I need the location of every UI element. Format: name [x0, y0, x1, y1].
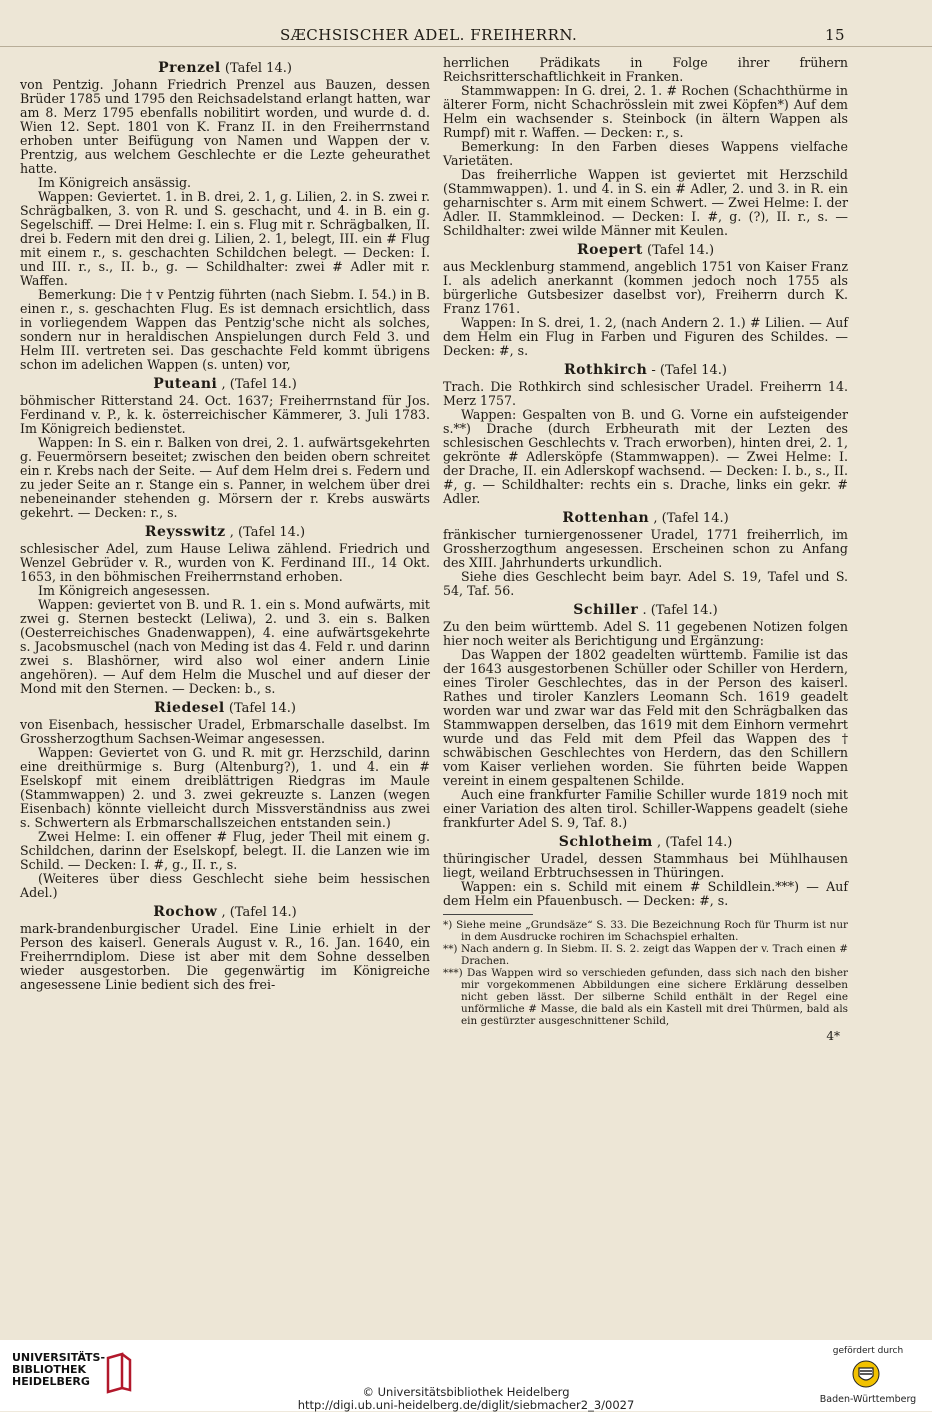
- entry-heading: [443, 243, 848, 258]
- page-number: 15: [825, 26, 846, 44]
- tafel-reference: (Tafel 14.): [224, 61, 292, 76]
- header-rule: [0, 46, 932, 47]
- tafel-reference: (Tafel 14.): [228, 701, 296, 716]
- footnote: *) Siehe meine „Grundsäze“ S. 33. Die Bezeichnung Roch für Thurm ist nur in dem Ausdrucke rochiren im Schachspiel erhalten.: [443, 919, 848, 943]
- entry-paragraph: Wappen: In S. ein r. Balken von drei, 2. 1. aufwärtsgekehrten g. Feuermörsern beseitet; zwischen den beiden obern schreitet ein r. Krebs nach der Seite. — Auf dem Helm drei s. Federn und zu jeder Seite an r. Stange ein s. Panner, in welchem über drei nebeneinander stehenden g. Mörsern der r. Krebs auswärts gekehrt. — Decken: r., s.: [20, 435, 430, 520]
- tafel-reference: , (Tafel 14.): [229, 525, 306, 540]
- entry-paragraph: fränkischer turniergenossener Uradel, 1771 freiherrlich, im Grossherzogthum angesessen. Erscheinen schon zu Anfang des XIII. Jahrhunderts urkundlich.: [443, 527, 848, 570]
- entry-paragraph: Wappen: Gespalten von B. und G. Vorne ein aufsteigender s.**) Drache (durch Erbheurath mit der Lezten des schlesischen Geschlechts v. Trach erworben), hinten drei, 2. 1, gekrönte # Adlersköpfe (Stammwappen). — Zwei Helme: I. der Drache, II. ein Adlerskopf wachsend. — Decken: I. b., s., II. #, g. — Schildhalter: rechts ein s. Drache, links ein gekr. # Adler.: [443, 407, 848, 506]
- footnote-rule: [443, 914, 533, 915]
- entry-paragraph: Wappen: Geviertet von G. und R. mit gr. Herzschild, darinn eine dreithürmige s. Burg (Altenburg?), 1. und 4. ein # Eselskopf mit einem dreiblättrigen Riedgras im Maule (Stammwappen) 2. und 3. zwei gekreuzte s. Lanzen (wegen Eisenbach) könnte vielleicht durch Missverständniss aus zwei s. Schwertern als Erbmarschallszeichen entstanden sein.): [20, 745, 430, 830]
- entry-paragraph: Das Wappen der 1802 geadelten württemb. Familie ist das der 1643 ausgestorbenen Schüller oder Schiller von Herdern, eines Tiroler Geschlechtes, das in der Person des kaiserl. Rathes und tiroler Kanzlers Leomann Sch. 1619 geadelt worden war und zwar war das Feld mit den Schrägbalken das Stammwappen derselben, das 1619 mit dem Einhorn vermehrt wurde und das Feld mit dem Pfeil das Wappen des † schwäbischen Geschlechtes von Herdern, das den Schillern vom Kaiser verliehen worden. Sie führten beide Wappen vereint in einem gespaltenen Schilde.: [443, 647, 848, 788]
- tafel-reference: , (Tafel 14.): [657, 835, 733, 850]
- entry-heading: [443, 363, 848, 378]
- tafel-reference: , (Tafel 14.): [221, 377, 297, 392]
- entry-heading: [20, 701, 430, 716]
- entry-paragraph: von Eisenbach, hessischer Uradel, Erbmarschalle daselbst. Im Grossherzogthum Sachsen-Weimar angesessen.: [20, 717, 430, 746]
- family-name: Puteani: [153, 376, 218, 392]
- entry-paragraph: (Weiteres über diess Geschlecht siehe beim hessischen Adel.): [20, 871, 430, 900]
- tafel-reference: . (Tafel 14.): [642, 603, 718, 618]
- signature-mark: 4*: [826, 1029, 840, 1043]
- entry-paragraph: schlesischer Adel, zum Hause Leliwa zählend. Friedrich und Wenzel Gebrüder v. R., wurden von K. Ferdinand III., 14 Okt. 1653, in den böhmischen Freiherrnstand erhoben.: [20, 541, 430, 584]
- entry-heading: [443, 603, 848, 618]
- entry-heading: [20, 61, 430, 76]
- footnote: ***) Das Wappen wird so verschieden gefunden, dass sich nach den bisher mir vorgekommenen Abbildungen eine sichere Erklärung desselben nicht geben lässt. Der silberne Schild enthält in der Regel eine unförmliche # Masse, die bald als ein Kastell mit drei Thürmen, bald als ein gestürzter ausgeschnittener Schild,: [443, 967, 848, 1027]
- tafel-reference: - (Tafel 14.): [651, 363, 727, 378]
- entry-paragraph: Bemerkung: Die † v Pentzig führten (nach Siebm. I. 54.) in B. einen r., s. geschachten Flug. Es ist demnach ersichtlich, dass in vorliegendem Wappen das Pentzig'sche nicht als solches, sondern nur in heraldischen Anspielungen durch Feld 3. und Helm III. vertreten sei. Das geschachte Feld kommt übrigens schon im adelichen Wappen (s. unten) vor,: [20, 287, 430, 372]
- family-name: Riedesel: [154, 700, 225, 716]
- family-name: Schiller: [573, 602, 639, 618]
- entry-paragraph: aus Mecklenburg stammend, angeblich 1751 von Kaiser Franz I. als adelich anerkannt (kommen jedoch noch 1755 als bürgerliche Gutsbesizer daselbst vor), Freiherrn durch K. Franz 1761.: [443, 259, 848, 316]
- tafel-reference: , (Tafel 14.): [653, 511, 729, 526]
- entry-heading: [20, 905, 430, 920]
- family-name: Rottenhan: [562, 510, 650, 526]
- entry-paragraph: Im Königreich angesessen.: [38, 583, 210, 598]
- entry-paragraph: Bemerkung: In den Farben dieses Wappens vielfache Varietäten.: [443, 139, 848, 168]
- entry-paragraph: Stammwappen: In G. drei, 2. 1. # Rochen (Schachthürme in älterer Form, nicht Schachrösslein mit zwei Köpfen*) Auf dem Helm ein wachsender s. Steinbock (in ältern Wappen als Rumpf) mit r. Waffen. — Decken: r., s.: [443, 83, 848, 140]
- entry-heading: [20, 525, 430, 540]
- state-crest-icon: [852, 1360, 880, 1388]
- entry-heading: [443, 835, 848, 850]
- entry-paragraph: Zwei Helme: I. ein offener # Flug, jeder Theil mit einem g. Schildchen, darinn der Eselskopf, belegt. II. die Lanzen wie im Schild. — Decken: I. #, g., II. r., s.: [20, 829, 430, 872]
- entry-heading: [20, 377, 430, 392]
- footnote: **) Nach andern g. In Siebm. II. S. 2. zeigt das Wappen der v. Trach einen # Drachen.: [443, 943, 848, 967]
- entry-paragraph: Wappen: Geviertet. 1. in B. drei, 2. 1, g. Lilien, 2. in S. zwei r. Schrägbalken, 3. von R. und S. geschacht, und 4. in B. ein g. Segelschiff. — Drei Helme: I. ein s. Flug mit r. Schrägbalken, II. drei b. Federn mit den drei g. Lilien, 2. 1, belegt, III. ein # Flug mit einem r., s. geschachten Schildchen belegt. — Decken: I. und III. r., s., II. b., g. — Schildhalter: zwei # Adler mit r. Waffen.: [20, 189, 430, 288]
- source-url[interactable]: http://digi.ub.uni-heidelberg.de/diglit/siebmacher2_3/0027: [297, 1398, 635, 1412]
- running-title: SÆCHSISCHER ADEL. FREIHERRN.: [280, 26, 578, 44]
- entry-paragraph: Wappen: ein s. Schild mit einem # Schildlein.***) — Auf dem Helm ein Pfauenbusch. — Decken: #, s.: [443, 879, 848, 908]
- entry-paragraph: böhmischer Ritterstand 24. Oct. 1637; Freiherrnstand für Jos. Ferdinand v. P., k. k. österreichischer Kämmerer, 3. Juli 1783. Im Königreich bedienstet.: [20, 393, 430, 436]
- entry-paragraph: von Pentzig. Johann Friedrich Prenzel aus Bauzen, dessen Brüder 1785 und 1795 den Reichsadelstand erlangt hatten, war am 8. Merz 1795 ebenfalls nobilitirt worden, und wurde d. d. Wien 12. Sept. 1801 von K. Franz II. in den Freiherrnstand erhoben unter Beifügung von Namen und Wappen der v. Prentzig, aus welchem Geschlechte er die Lezte geheurathet hatte.: [20, 77, 430, 176]
- entry-heading: [443, 511, 848, 526]
- entry-paragraph: thüringischer Uradel, dessen Stammhaus bei Mühlhausen liegt, weiland Erbtruchsessen in Thüringen.: [443, 851, 848, 880]
- entry-paragraph: Siehe dies Geschlecht beim bayr. Adel S. 19, Tafel und S. 54, Taf. 56.: [443, 569, 848, 598]
- family-name: Roepert: [576, 242, 643, 258]
- entry-paragraph: Zu den beim württemb. Adel S. 11 gegebenen Notizen folgen hier noch weiter als Berichtigung und Ergänzung:: [443, 619, 848, 648]
- footer-bar: [0, 1340, 932, 1411]
- entry-paragraph: Wappen: In S. drei, 1. 2, (nach Andern 2. 1.) # Lilien. — Auf dem Helm ein Flug in Farben und Figuren des Schildes. — Decken: #, s.: [443, 315, 848, 358]
- library-name: UNIVERSITÄTS- BIBLIOTHEK HEIDELBERG: [12, 1351, 106, 1388]
- left-column: [20, 56, 430, 992]
- funder-name: Baden-Württemberg: [819, 1394, 917, 1405]
- copyright-line: © Universitätsbibliothek Heidelberg: [362, 1385, 570, 1399]
- right-column: [443, 56, 848, 1043]
- entry-paragraph: herrlichen Prädikats in Folge ihrer frühern Reichsritterschaftlichkeit in Franken.: [443, 55, 848, 84]
- entry-paragraph: Trach. Die Rothkirch sind schlesischer Uradel. Freiherrn 14. Merz 1757.: [443, 379, 848, 408]
- entry-paragraph: Das freiherrliche Wappen ist geviertet mit Herzschild (Stammwappen). 1. und 4. in S. ein # Adler, 2. und 3. in R. ein geharnischter s. Arm mit einem Schwert. — Zwei Helme: I. der Adler. II. Stammkleinod. — Decken: I. #, g. (?), II. r., s. — Schildhalter: zwei wilde Männer mit Keulen.: [443, 167, 848, 238]
- family-name: Schlotheim: [558, 834, 653, 850]
- tafel-reference: , (Tafel 14.): [221, 905, 297, 920]
- family-name: Reysswitz: [144, 524, 226, 540]
- family-name: Rothkirch: [564, 362, 648, 378]
- entry-paragraph: mark-brandenburgischer Uradel. Eine Linie erhielt in der Person des kaiserl. Generals August v. R., 16. Jan. 1640, ein Freiherrndiplom. Diese ist aber mit dem Sohne desselben wieder ausgestorben. Die gegenwärtig im Königreiche angesessene Linie bedient sich des frei-: [20, 921, 430, 992]
- family-name: Prenzel: [158, 60, 221, 76]
- tafel-reference: (Tafel 14.): [647, 243, 715, 258]
- entry-paragraph: Im Königreich ansässig.: [38, 175, 192, 190]
- family-name: Rochow: [153, 904, 218, 920]
- entry-paragraph: Auch eine frankfurter Familie Schiller wurde 1819 noch mit einer Variation des alten tirol. Schiller-Wappens geadelt (siehe frankfurter Adel S. 9, Taf. 8.): [443, 787, 848, 830]
- entry-paragraph: Wappen: geviertet von B. und R. 1. ein s. Mond aufwärts, mit zwei g. Sternen besteckt (Leliwa), 2. und 3. ein s. Balken (Oesterreichisches Gnadenwappen), 4. eine aufwärtsgekehrte s. Jacobsmuschel (nach von Meding ist das 4. Feld r. und darinn zwei s. Blashörner, wird also wol einer andern Linie angehören). — Auf dem Helm die Muschel und auf dieser der Mond mit den Sternen. — Decken: b., s.: [20, 597, 430, 696]
- funded-by-label: gefördert durch: [832, 1346, 904, 1356]
